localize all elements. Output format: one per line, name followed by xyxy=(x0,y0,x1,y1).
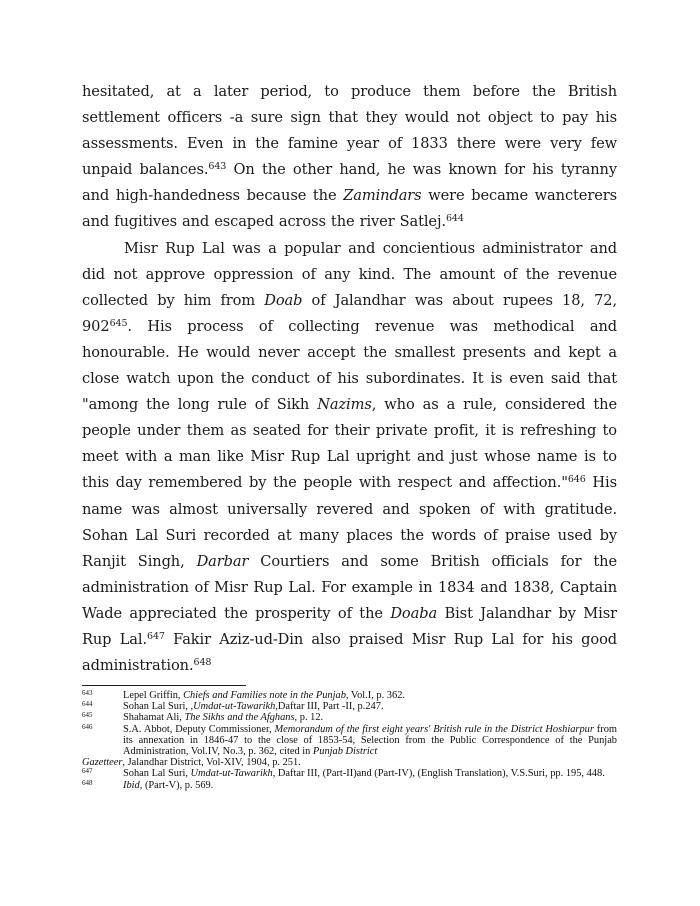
italic-term: Gazetteer xyxy=(82,757,123,769)
footnote-text: Shahamat Ali, The Sikhs and the Afghans, p. 12. xyxy=(123,712,324,724)
paragraph-2: Misr Rup Lal was a popular and concientious administrator and did not approve oppression of any kind. The amount of the revenue collected by him from Doab of Jalandhar was about rupees 18, 72, 902$^{645}$. His process of collecting revenue was methodical and honourable. He would never accept the smallest presents and kept a close watch upon the conduct of his subordinates. It is even said that "among the long rule of Sikh Nazims, who as a rule, considered the people under them as seated for their private profit, it is refreshing to meet with a man like Misr Rup Lal upright and just whose name is to this day remembered by the people with respect and affection."$^{646}$ His name was almost universally revered and spoken of with gratitude. Sohan Lal Suri recorded at many places the words of praise used by Ranjit Singh, Darbar Courtiers and some British officials for the administration of Misr Rup Lal. For example in 1834 and 1838, Captain Wade appreciated the prosperity of the Doaba Bist Jalandhar by Misr Rup Lal.$^{647}$ Fakir Aziz-ud-Din also praised Misr Rup Lal for his good administration.$^{648}$ xyxy=(82,239,617,675)
italic-term: Doab xyxy=(264,291,303,309)
footnote-text: S.A. Abbot, Deputy Commissioner, Memorandum of the first eight years' British rule in the District Hoshiarpur from its annexation in 1846-47 to the close of 1853-54, Selection from the Public Correspondence of the Punjab Administration, Vol.IV, No.3, p. 362, cited in Punjab District xyxy=(123,723,617,758)
footnote-number: 645 xyxy=(82,711,93,720)
body-text xyxy=(82,79,617,679)
italic-term: The Sikhs and the Afghans, xyxy=(184,712,298,724)
footnote-reference: 645 xyxy=(109,317,128,329)
footnote-number: 646 xyxy=(82,722,93,731)
footnote-text: Sohan Lal Suri, ,Umdat-ut-Tawarikh,Daftar III, Part -II, p.247. xyxy=(123,701,384,713)
footnote-number: 648 xyxy=(82,778,93,787)
footnotes xyxy=(82,690,617,791)
italic-term: Nazims xyxy=(317,396,372,414)
italic-term: Umdat-ut-Tawarikh, xyxy=(193,701,278,713)
footnote-reference: 648 xyxy=(193,657,212,669)
footnote-number: 643 xyxy=(82,689,93,697)
footnote-reference: 647 xyxy=(147,630,165,642)
footnote-reference: 643 xyxy=(208,161,227,173)
footnote-number: 647 xyxy=(82,767,93,776)
document-page xyxy=(82,79,617,679)
footnote-reference: 644 xyxy=(445,213,464,225)
footnote-continuation: Gazetteer, Jalandhar District, Vol-XIV, 1904, p. 251. xyxy=(82,757,301,769)
footnote-643 xyxy=(82,690,617,701)
footnote-645 xyxy=(82,712,617,723)
italic-term: Punjab District xyxy=(312,746,378,758)
footnote-divider xyxy=(82,685,246,686)
footnote-number: 644 xyxy=(82,700,93,709)
italic-term: Chiefs and Families note in the Punjab, xyxy=(183,690,349,701)
italic-term: Memorandum of the first eight years' British rule in the District Hoshiarpur xyxy=(274,723,594,735)
italic-term: Zamindars xyxy=(343,187,422,205)
footnote-text: Lepel Griffin, Chiefs and Families note in the Punjab, Vol.I, p. 362. xyxy=(123,690,405,701)
footnote-text: Ibid, (Part-V), p. 569. xyxy=(123,779,214,791)
footnote-reference: 646 xyxy=(567,474,586,486)
italic-term: Ibid xyxy=(123,779,140,791)
italic-term: Doaba xyxy=(390,604,438,622)
paragraph-1: hesitated, at a later period, to produce them before the British settlement officers -a sure sign that they would not object to pay his assessments. Even in the famine year of 1833 there were very few unpaid balances.$^{643}$ On the other hand, he was known for his tyranny and high-handedness because the Zamindars were became wancterers and fugitives and escaped across the river Satlej.$^{644}$ xyxy=(82,83,618,231)
footnote-646 xyxy=(82,724,617,758)
footnote-644 xyxy=(82,701,617,712)
footnote-text: Sohan Lal Suri, Umdat-ut-Tawarikh, Daftar III, (Part-II)and (Part-IV), (English Translation), V.S.Suri, pp. 195, 448. xyxy=(123,768,605,780)
italic-term: Darbar xyxy=(196,552,249,570)
footnote-648 xyxy=(82,780,617,791)
footnote-647 xyxy=(82,768,617,779)
italic-term: Umdat-ut-Tawarikh xyxy=(190,768,273,780)
